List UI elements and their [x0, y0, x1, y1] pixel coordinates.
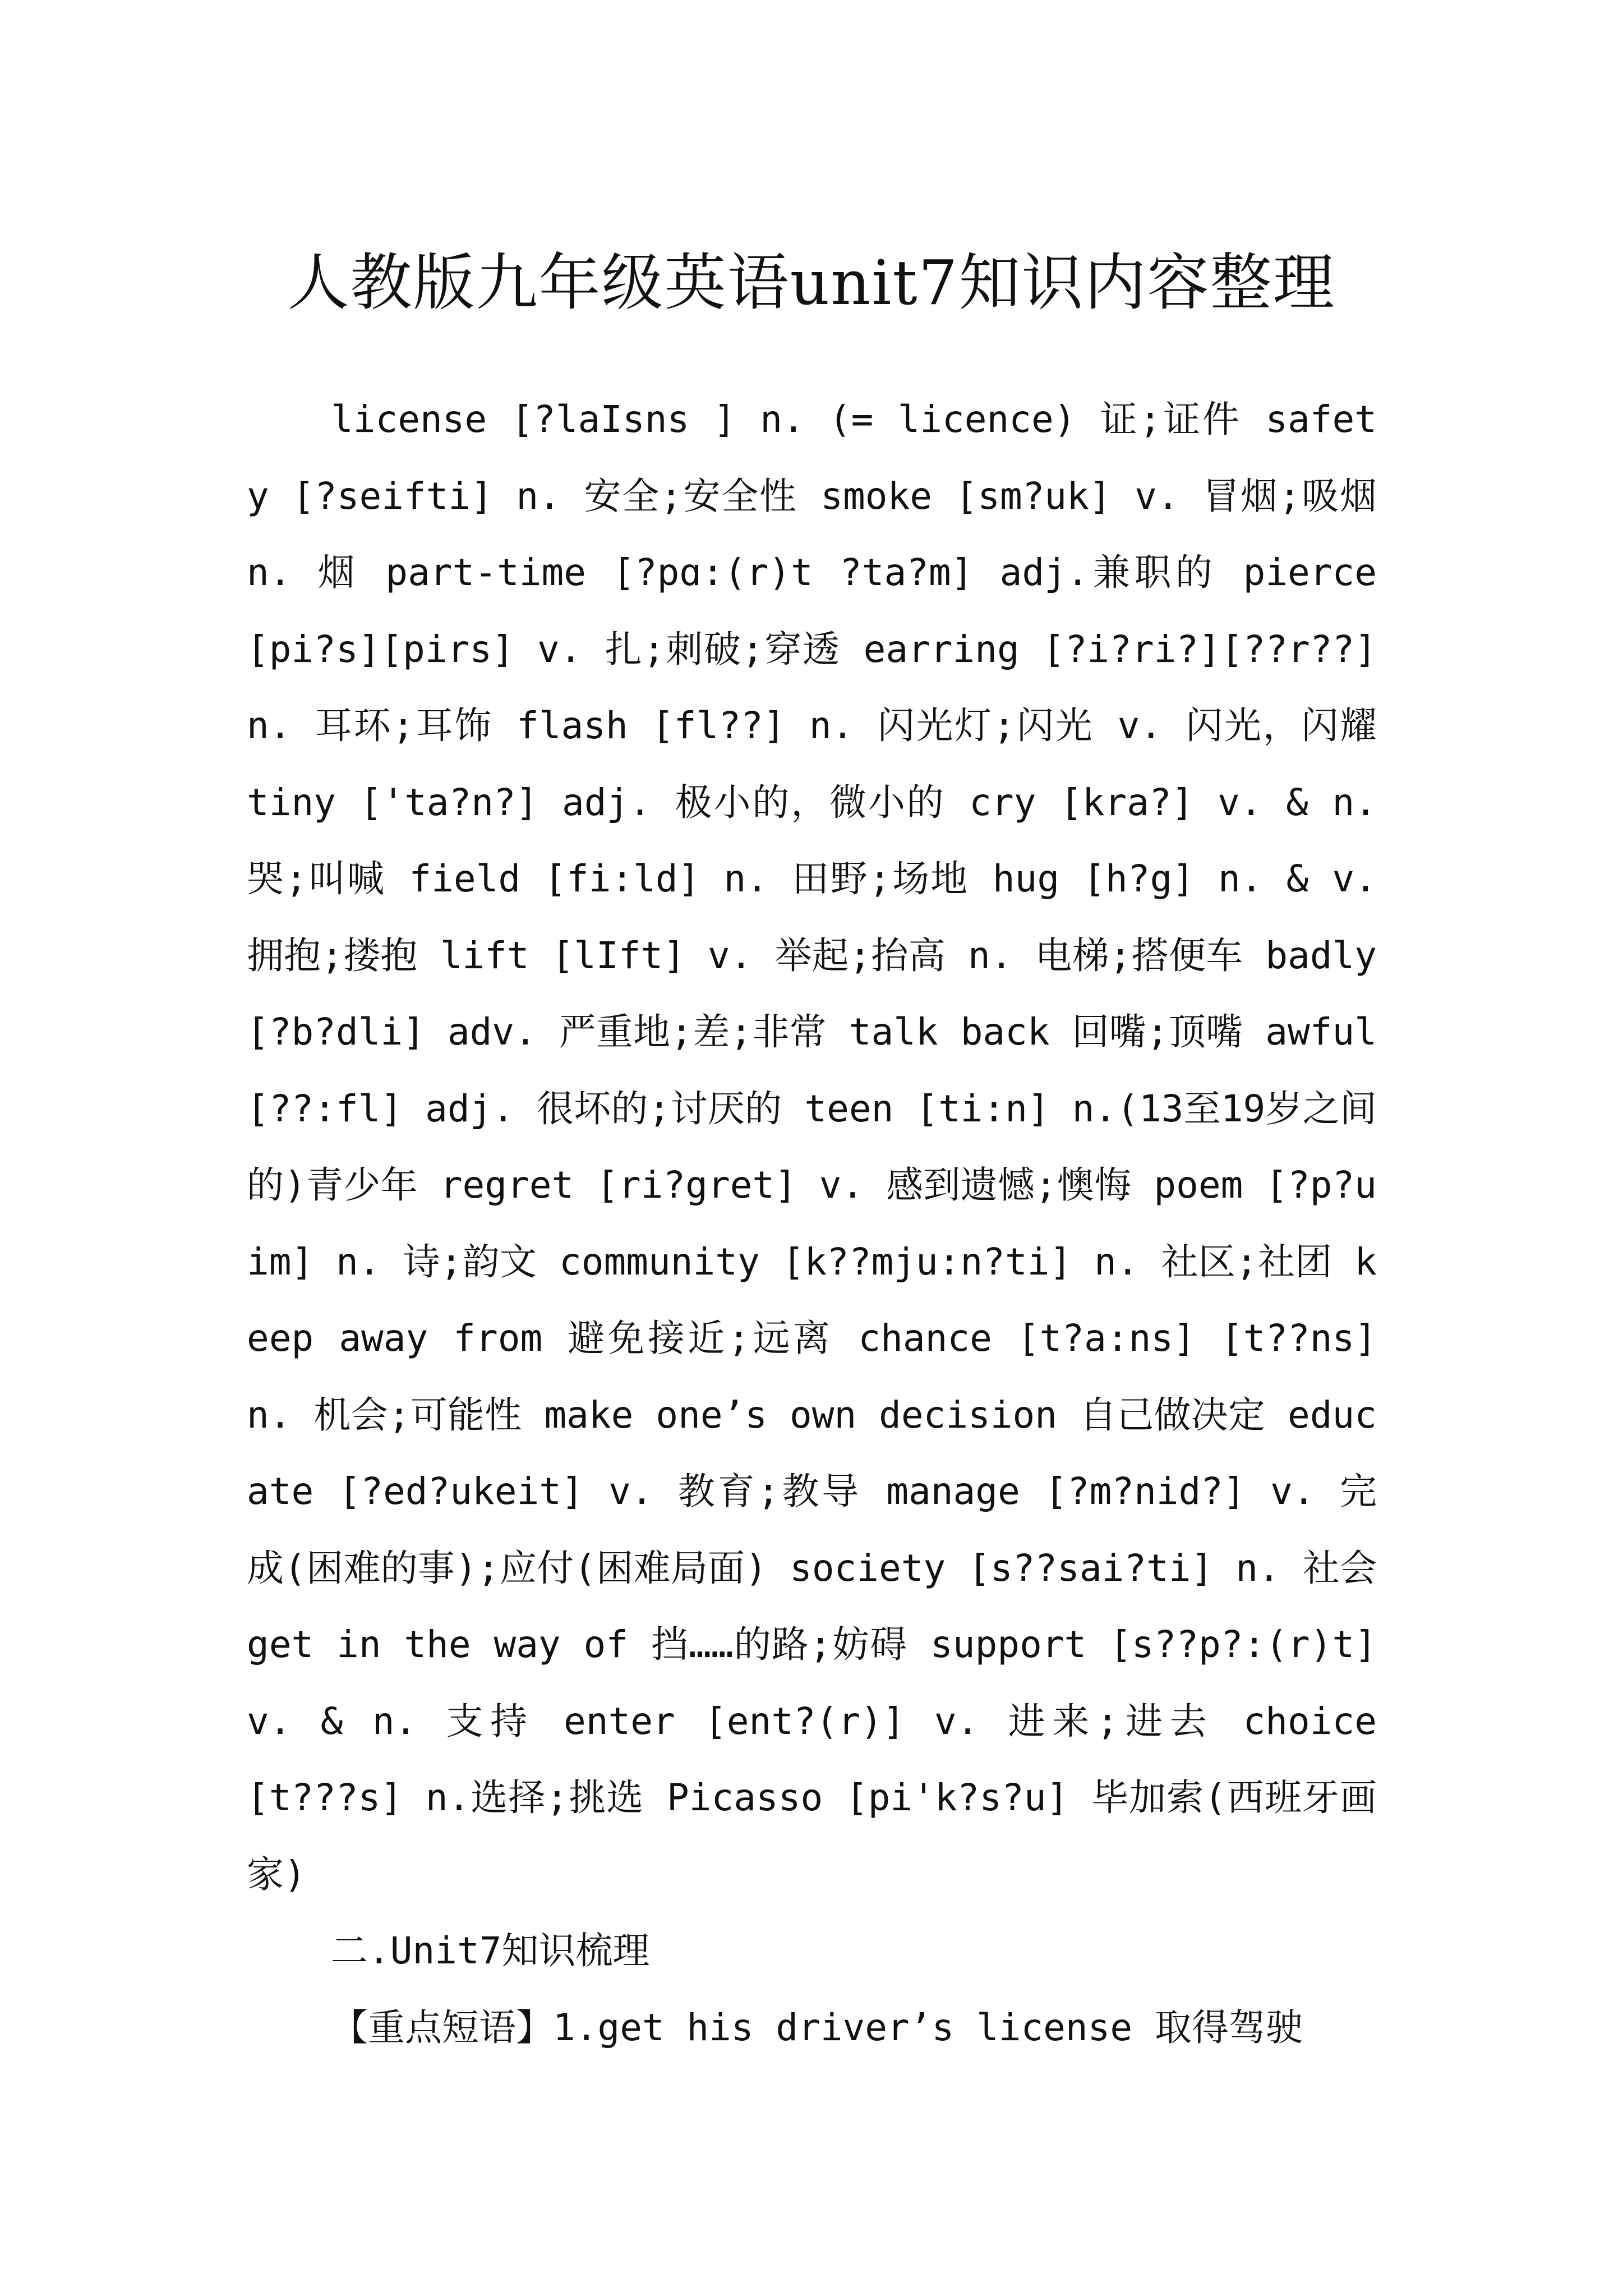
section-heading: 二.Unit7知识梳理 [331, 1929, 650, 1972]
key-phrases-paragraph: 【重点短语】1.get his driver’s license 取得驾驶 [331, 2005, 1303, 2049]
document-title: 人教版九年级英语unit7知识内容整理 [287, 246, 1336, 319]
vocabulary-paragraph: license [?laIsns ] n. (= licence) 证;证件 safety [?seifti] n. 安全;安全性 smoke [sm?uk] v. 冒烟;吸烟 n. 烟 part-time [?pɑ:(r)t ?ta?m] adj.兼职的 pierce [pi?s][pirs] v. 扎;刺破;穿透 earring [?i?ri?][??r??] n. 耳环;耳饰 flash [fl??] n. 闪光灯;闪光 v. 闪光，闪耀 tiny ['ta?n?] adj. 极小的，微小的 cry [kra?] v. & n. 哭;叫喊 field [fi:ld] n. 田野;场地 hug [h?g] n. & v. 拥抱;搂抱 lift [lIft] v. 举起;抬高 n. 电梯;搭便车 badly [?b?dli] adv. 严重地;差;非常 talk back 回嘴;顶嘴 awful [??:fl] adj. 很坏的;讨厌的 teen [ti:n] n.(13至19岁之间的)青少年 regret [ri?gret] v. 感到遗憾;懊悔 poem [?p?uim] n. 诗;韵文 community [k??mju:n?ti] n. 社区;社团 keep away from 避免接近;远离 chance [t?a:ns] [t??ns] n. 机会;可能性 make one’s own decision 自己做决定 educate [?ed?ukeit] v. 教育;教导 manage [?m?nid?] v. 完成(困难的事);应付(困难局面) society [s??sai?ti] n. 社会 get in the way of 挡……的路;妨碍 support [s??p?:(r)t] v. & n. 支持 enter [ent?(r)] v. 进来;进去 choice [t???s] n.选择;挑选 Picasso [pi'k?s?u] 毕加索(西班牙画家) [247, 398, 1377, 1896]
document-body [247, 381, 1377, 2066]
